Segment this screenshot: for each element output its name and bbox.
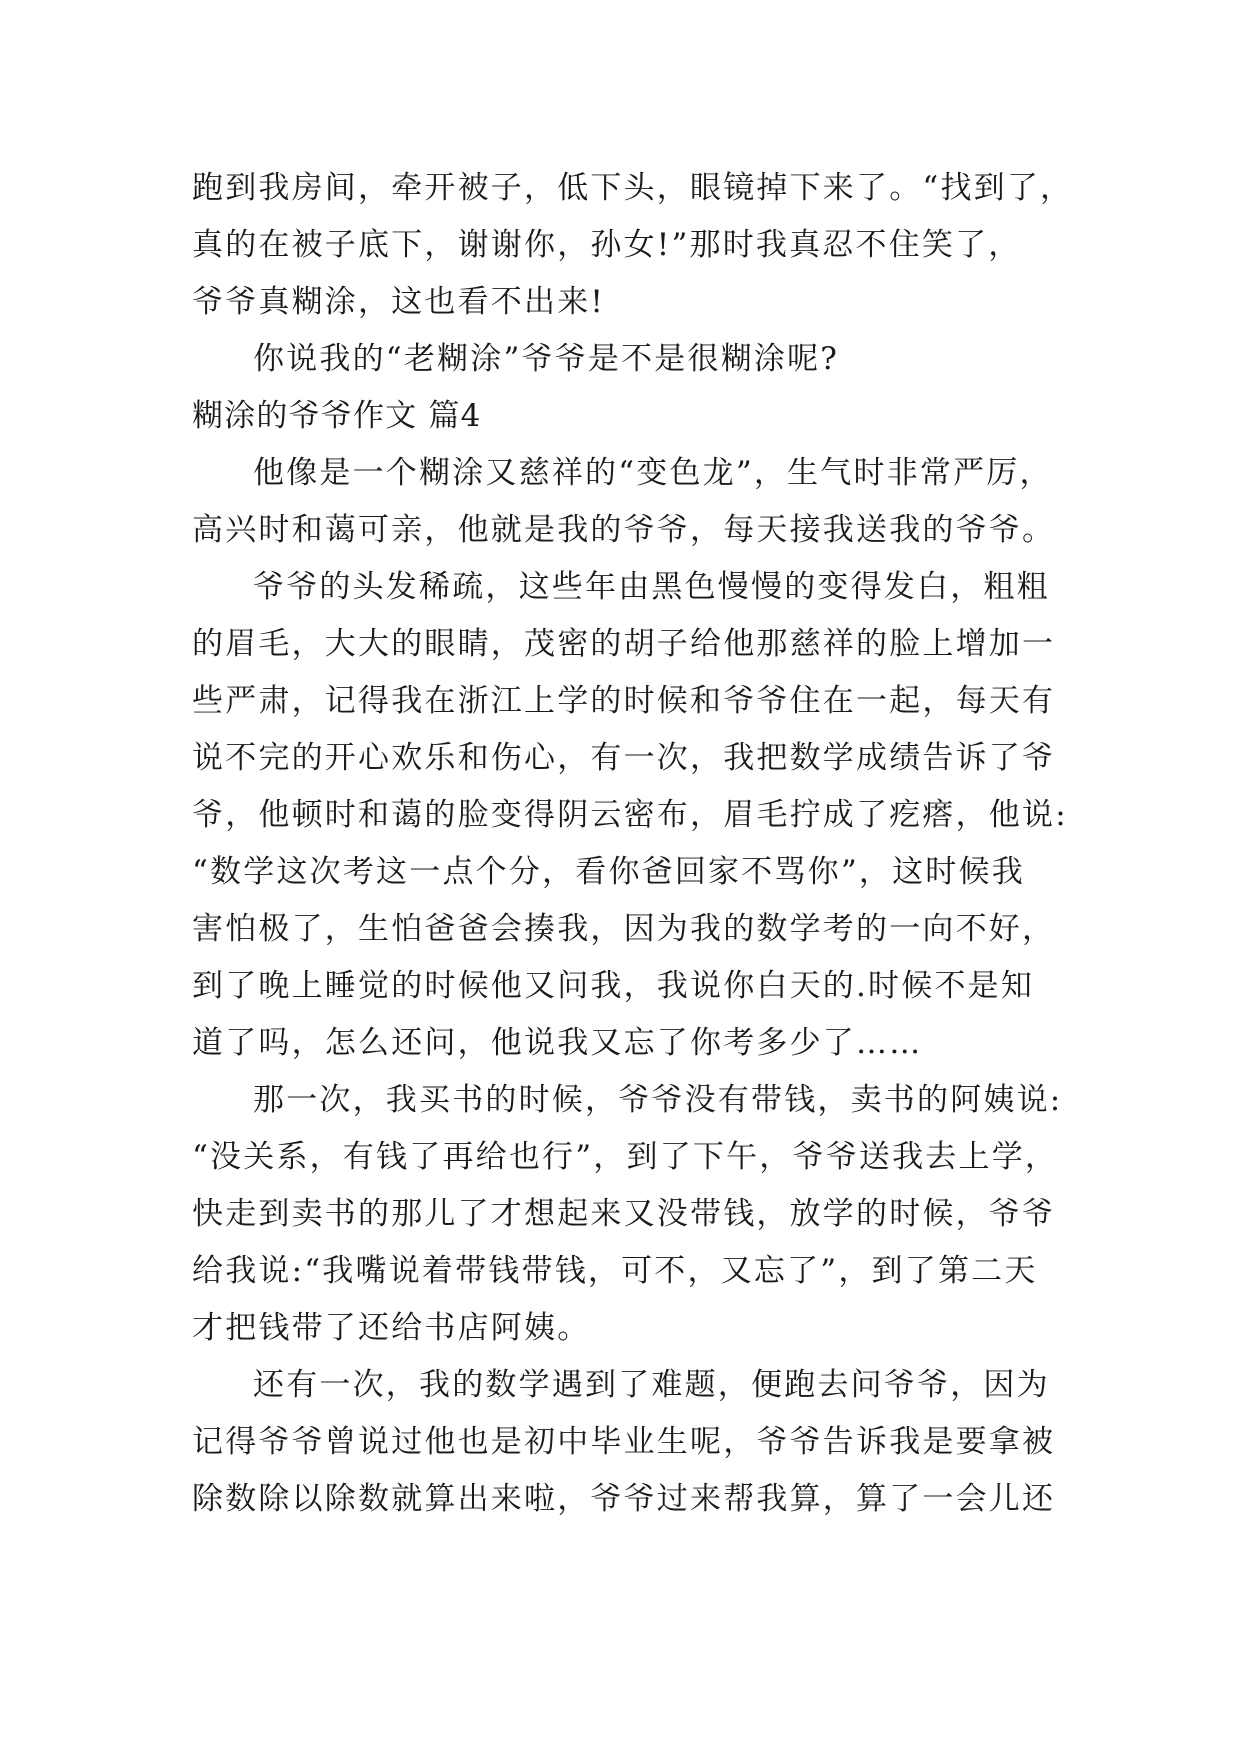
text-line: 的眉毛，大大的眼睛，茂密的胡子给他那慈祥的脸上增加一 — [192, 626, 1056, 662]
text-line: 才把钱带了还给书店阿姨。 — [192, 1310, 591, 1346]
text-line: 爷爷的头发稀疏，这些年由黑色慢慢的变得发白，粗粗 — [253, 569, 1050, 605]
text-line: 记得爷爷曾说过他也是初中毕业生呢，爷爷告诉我是要拿被 — [192, 1424, 1056, 1460]
text-line: “数学这次考这一点个分，看你爸回家不骂你”，这时候我 — [192, 854, 1025, 890]
text-line: 道了吗，怎么还问，他说我又忘了你考多少了…… — [192, 1025, 923, 1061]
text-line: 快走到卖书的那儿了才想起来又没带钱，放学的时候，爷爷 — [192, 1196, 1056, 1232]
text-line: 那一次，我买书的时候，爷爷没有带钱，卖书的阿姨说: — [253, 1082, 1063, 1118]
text-line: 爷爷真糊涂，这也看不出来! — [192, 284, 606, 320]
text-line: 还有一次，我的数学遇到了难题，便跑去问爷爷，因为 — [253, 1367, 1050, 1403]
text-line: 跑到我房间，牵开被子，低下头，眼镜掉下来了。“找到了， — [192, 170, 1074, 206]
text-line: 高兴时和蔼可亲，他就是我的爷爷，每天接我送我的爷爷。 — [192, 512, 1056, 548]
text-line: 说不完的开心欢乐和伤心，有一次，我把数学成绩告诉了爷 — [192, 740, 1056, 776]
text-line: 你说我的“老糊涂”爷爷是不是很糊涂呢? — [253, 341, 840, 377]
text-line: 除数除以除数就算出来啦，爷爷过来帮我算，算了一会儿还 — [192, 1481, 1056, 1517]
section-heading: 糊涂的爷爷作文 篇4 — [192, 398, 482, 434]
text-line: 到了晚上睡觉的时候他又问我，我说你白天的.时候不是知 — [192, 968, 1035, 1004]
text-line: 给我说:“我嘴说着带钱带钱，可不，又忘了”，到了第二天 — [192, 1253, 1038, 1289]
text-line: 他像是一个糊涂又慈祥的“变色龙”，生气时非常严厉， — [253, 455, 1053, 491]
text-line: “没关系，有钱了再给也行”，到了下午，爷爷送我去上学， — [192, 1139, 1059, 1175]
text-line: 些严肃，记得我在浙江上学的时候和爷爷住在一起，每天有 — [192, 683, 1056, 719]
text-line: 真的在被子底下，谢谢你，孙女!”那时我真忍不住笑了， — [192, 227, 1022, 263]
text-line: 害怕极了，生怕爸爸会揍我，因为我的数学考的一向不好， — [192, 911, 1056, 947]
text-line: 爷，他顿时和蔼的脸变得阴云密布，眉毛拧成了疙瘩，他说: — [192, 797, 1068, 833]
